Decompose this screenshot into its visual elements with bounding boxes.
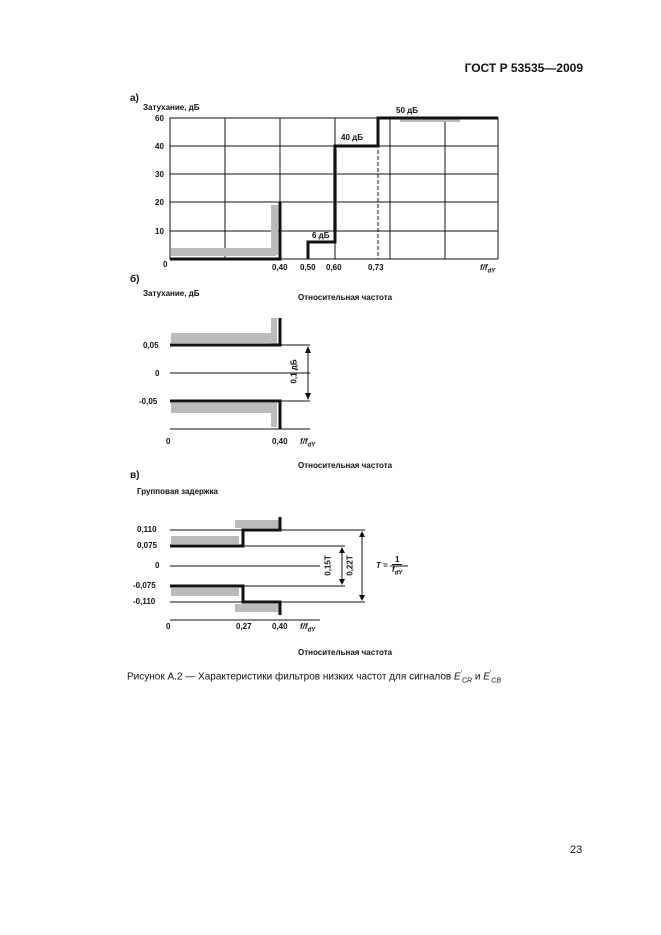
annotation-6db: 6 дБ bbox=[312, 231, 330, 240]
annotation-50db: 50 дБ bbox=[396, 106, 418, 115]
document-id: ГОСТ Р 53535—2009 bbox=[464, 61, 583, 75]
figure-caption: Рисунок А.2 — Характеристики фильтров низких частот для сигналов $E'_{CR}$ и $E'_{CB}$ bbox=[127, 670, 501, 685]
panel-b-ytick: 0 bbox=[155, 369, 160, 378]
panel-c-xtick: 0 bbox=[166, 622, 171, 631]
panel-c-letter: в) bbox=[130, 470, 140, 481]
panel-b-ylabel: Затухание, дБ bbox=[143, 289, 200, 298]
panel-b-bottom-caption: Относительная частота bbox=[298, 461, 393, 470]
panel-a-ytick: 10 bbox=[155, 227, 164, 236]
annotation-40db: 40 дБ bbox=[341, 133, 363, 142]
panel-c-dim-022: 0,22Т bbox=[345, 555, 355, 576]
panel-b-xunit: $f/f_{dY}$ bbox=[300, 437, 316, 449]
panel-a-ytick: 0 bbox=[163, 260, 168, 269]
panel-a-xtick: 0,40 bbox=[272, 263, 288, 272]
panel-a-ytick: 20 bbox=[155, 198, 164, 207]
panel-c-xtick: 0,27 bbox=[236, 622, 252, 631]
panel-a-ytick: 60 bbox=[155, 114, 164, 123]
panel-b-letter: б) bbox=[130, 274, 140, 285]
page-number: 23 bbox=[570, 844, 583, 856]
panel-c-ytick: -0,075 bbox=[133, 581, 156, 590]
panel-a-xtick: 0,73 bbox=[368, 263, 384, 272]
panel-b-ytick: 0,05 bbox=[143, 341, 159, 350]
panel-a-xtick: 0,60 bbox=[326, 263, 342, 272]
panel-c-dim-015: 0,15Т bbox=[323, 555, 333, 576]
panel-a-ylabel: Затухание, дБ bbox=[143, 103, 200, 112]
panel-b-xtick: 0 bbox=[166, 437, 171, 446]
panel-a-xtick: 0,50 bbox=[300, 263, 316, 272]
panel-c-ytick: -0,110 bbox=[133, 597, 156, 606]
panel-c-ytick: 0 bbox=[155, 561, 160, 570]
panel-b-grid bbox=[170, 345, 310, 429]
panel-a-ytick: 30 bbox=[155, 170, 164, 179]
panel-a-ytick: 40 bbox=[155, 142, 164, 151]
panel-b-top-caption: Относительная частота bbox=[298, 293, 393, 302]
panel-b-ytick: -0,05 bbox=[139, 397, 158, 406]
period-formula: Т = 1 $f_{dY}$ bbox=[376, 555, 403, 577]
panel-c-ylabel: Групповая задержка bbox=[137, 487, 218, 496]
panel-a-letter: а) bbox=[130, 93, 139, 104]
panel-b-xtick: 0,40 bbox=[272, 437, 288, 446]
panel-c-bottom-caption: Относительная частота bbox=[298, 648, 393, 657]
panel-b-dim-label: 0,1 дБ bbox=[289, 359, 299, 384]
panel-c-xunit: $f/f_{dY}$ bbox=[300, 622, 316, 634]
panel-c-ytick: 0,075 bbox=[137, 541, 158, 550]
panel-c-xtick: 0,40 bbox=[272, 622, 288, 631]
panel-a-xunit: $f/f_{dY}$ bbox=[480, 263, 496, 275]
panel-c-ytick: 0,110 bbox=[137, 525, 157, 534]
